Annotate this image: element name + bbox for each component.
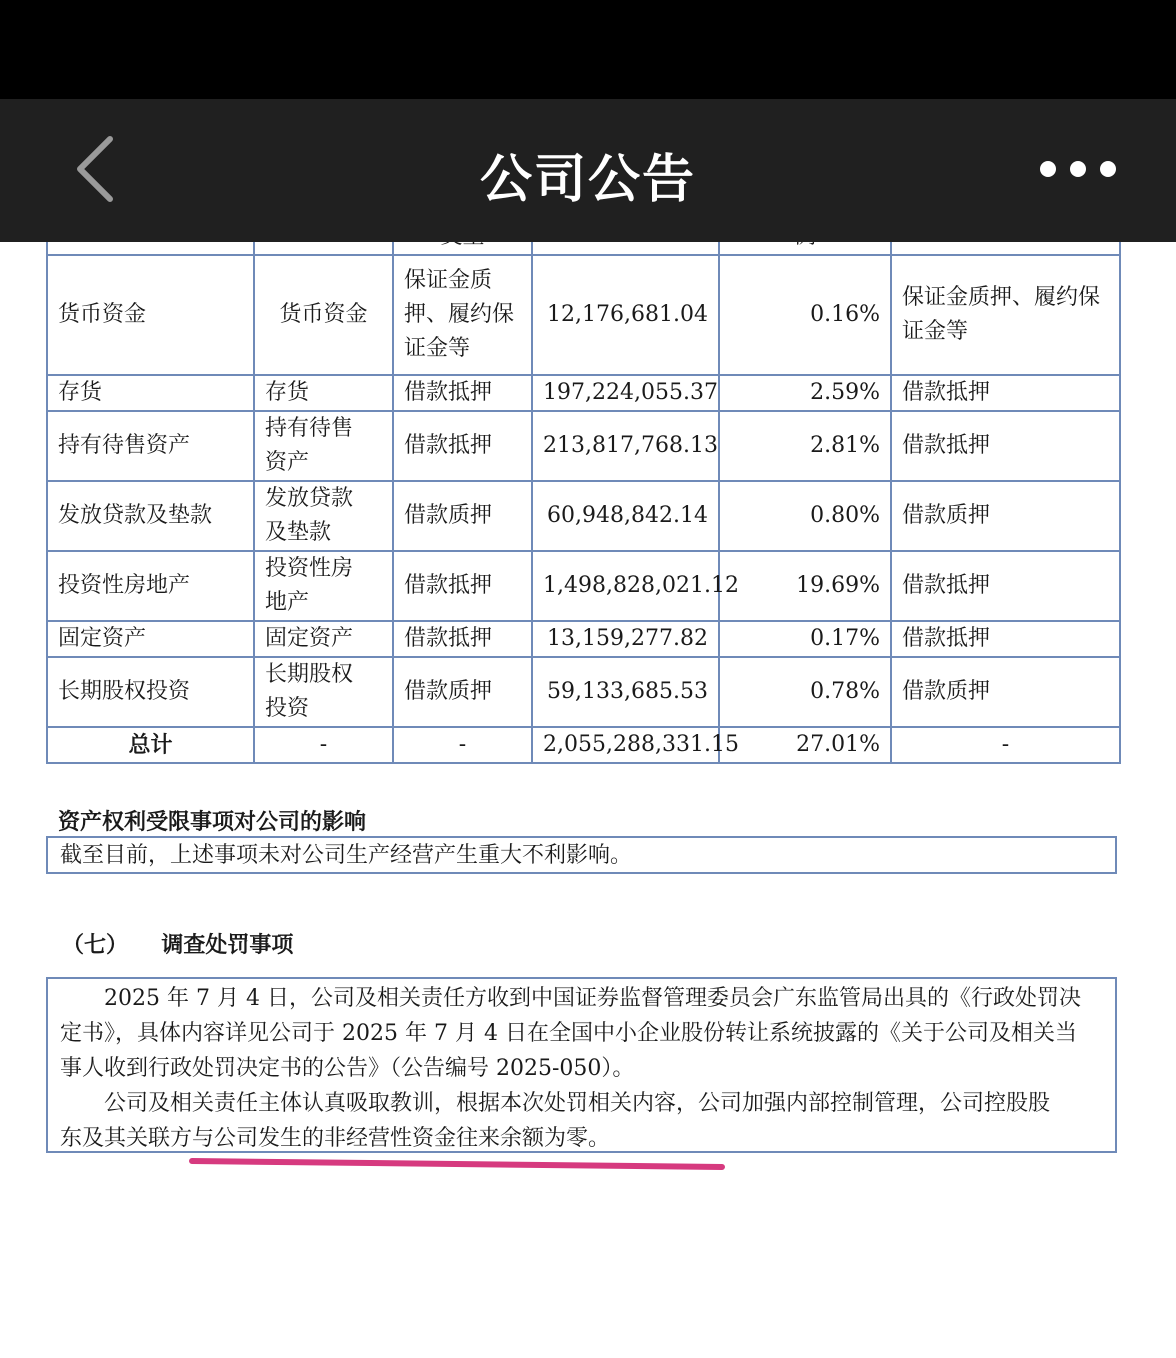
highlight-underline-mark [190, 1158, 724, 1170]
penalty-box [46, 977, 1117, 1153]
table-row: 投资性房地产 投资性房 地产 借款抵押 1,498,828,021.12 19.69% 借款抵押 [47, 551, 1120, 621]
page-title: 公司公告 [479, 150, 696, 210]
table-total-row: 总计 - - 2,055,288,331.15 27.01% - [47, 727, 1120, 763]
restricted-assets-table [46, 212, 1121, 764]
section7-heading [62, 928, 293, 959]
impact-title: 资产权利受限事项对公司的影响 [58, 809, 367, 835]
penalty-para1-line: 2025 年 7 月 4 日，公司及相关责任方收到中国证券监督管理委员会广东监管局出具的《行政处罚决 [104, 986, 1081, 1011]
table-row: 发放贷款及垫款 发放贷款 及垫款 借款质押 60,948,842.14 0.80% 借款质押 [47, 481, 1120, 551]
section-number: （七） [62, 932, 129, 958]
penalty-para1-line: 定书》，具体内容详见公司于 2025 年 7 月 4 日在全国中小企业股份转让系统披露的《关于公司及相关当 [60, 1021, 1077, 1046]
table-row: 货币资金 货币资金 保证金质 押、履约保 证金等 12,176,681.04 0.16% 保证金质押、履约保 证金等 [47, 255, 1120, 375]
impact-box [46, 836, 1117, 874]
table-row: 存货 存货 借款抵押 197,224,055.37 2.59% 借款抵押 [47, 375, 1120, 411]
penalty-para2-line: 公司及相关责任主体认真吸取教训，根据本次处罚相关内容，公司加强内部控制管理，公司控股股 [104, 1091, 1051, 1116]
table-row: 固定资产 固定资产 借款抵押 13,159,277.82 0.17% 借款抵押 [47, 621, 1120, 657]
document-view[interactable] [0, 242, 1176, 1358]
penalty-para2-line: 东及其关联方与公司发生的非经营性资金往来余额为零。 [60, 1126, 611, 1151]
section-title: 调查处罚事项 [161, 932, 294, 958]
more-dots-icon [1036, 149, 1126, 189]
more-button[interactable] [1036, 149, 1126, 189]
penalty-para1-line: 事人收到行政处罚决定书的公告》（公告编号 2025-050）。 [60, 1056, 635, 1081]
table-row: 长期股权投资 长期股权 投资 借款质押 59,133,685.53 0.78% 借款质押 [47, 657, 1120, 727]
impact-text: 截至目前，上述事项未对公司生产经营产生重大不利影响。 [60, 843, 633, 868]
nav-bar [0, 99, 1176, 242]
table-row: 持有待售资产 持有待售 资产 借款抵押 213,817,768.13 2.81% 借款抵押 [47, 411, 1120, 481]
status-bar [0, 0, 1176, 99]
